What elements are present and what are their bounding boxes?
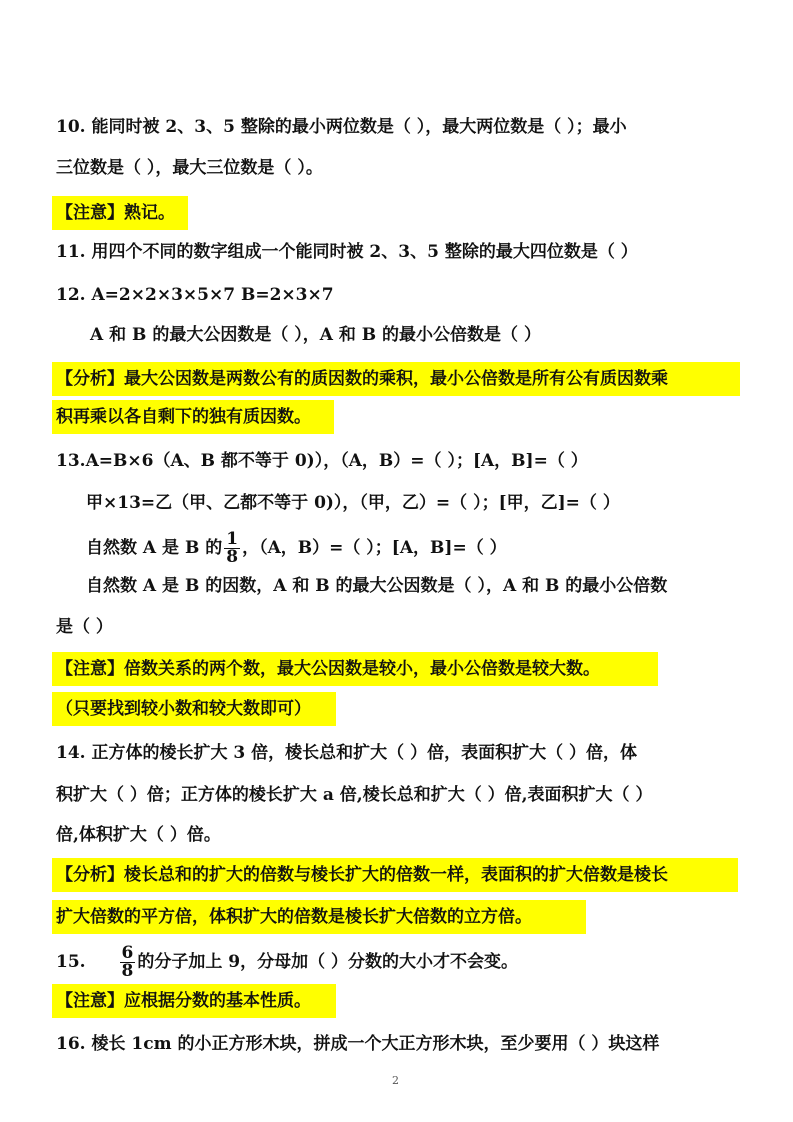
note-10: 【注意】熟记。 [56,203,175,223]
fraction-denominator: 8 [226,547,239,567]
analysis-14-line-1: 【分析】棱长总和的扩大的倍数与棱长扩大的倍数一样，表面积的扩大倍数是棱长 [56,865,668,885]
question-16: 16. 棱长 1cm 的小正方形木块，拼成一个大正方形木块，至少要用（ ）块这样 [56,1034,660,1054]
question-15-text: 的分子加上 9，分母加（ ）分数的大小才不会变。 [137,952,519,972]
question-13-line-1: 13.A=B×6（A、B 都不等于 0)），（A，B）=（ ）；[A，B]=（ ） [56,451,588,471]
fraction-numerator: 1 [226,529,239,549]
analysis-12-line-2: 积再乘以各自剩下的独有质因数。 [56,407,311,427]
fraction-denominator: 8 [121,961,134,981]
page-number: 2 [392,1074,399,1087]
question-10-line-2: 三位数是（ ），最大三位数是（ ）。 [56,158,323,178]
question-12-line-1: 12. A=2×2×3×5×7 B=2×3×7 [56,285,334,305]
question-13-line-2: 甲×13=乙（甲、乙都不等于 0)），（甲，乙）=（ ）；[甲，乙]=（ ） [86,493,620,513]
question-15 [56,932,518,992]
question-13-line-3-suffix: ，（A，B）=（ ）；[A，B]=（ ） [242,538,507,558]
fraction-numerator: 6 [121,943,134,963]
question-14-line-2: 积扩大（ ）倍；正方体的棱长扩大 a 倍,棱长总和扩大（ ）倍,表面积扩大（ ） [56,785,653,805]
analysis-12-line-1: 【分析】最大公因数是两数公有的质因数的乘积，最小公倍数是所有公有质因数乘 [56,369,668,389]
fraction-one-eighth [224,531,240,566]
question-14-line-1: 14. 正方体的棱长扩大 3 倍，棱长总和扩大（ ）倍，表面积扩大（ ）倍，体 [56,743,637,763]
analysis-14-line-2: 扩大倍数的平方倍，体积扩大的倍数是棱长扩大倍数的立方倍。 [56,907,532,927]
question-10-line-1: 10. 能同时被 2、3、5 整除的最小两位数是（ ），最大两位数是（ ）；最小 [56,117,627,137]
note-13-line-1: 【注意】倍数关系的两个数，最大公因数是较小，最小公倍数是较大数。 [56,659,600,679]
question-13-line-3 [86,528,507,568]
question-13-line-5: 是（ ） [56,617,113,637]
note-15: 【注意】应根据分数的基本性质。 [56,991,311,1011]
question-12-line-2: A 和 B 的最大公因数是（ ），A 和 B 的最小公倍数是（ ） [90,325,541,345]
question-13-line-4: 自然数 A 是 B 的因数，A 和 B 的最大公因数是（ ），A 和 B 的最小公倍数 [86,576,668,596]
question-13-line-3-prefix: 自然数 A 是 B 的 [86,538,223,558]
question-14-line-3: 倍,体积扩大（ ）倍。 [56,825,221,845]
question-15-number: 15. [56,952,86,972]
note-13-line-2: （只要找到较小数和较大数即可） [56,699,311,719]
question-11: 11. 用四个不同的数字组成一个能同时被 2、3、5 整除的最大四位数是（ ） [56,242,638,262]
fraction-six-eighths [120,945,136,980]
